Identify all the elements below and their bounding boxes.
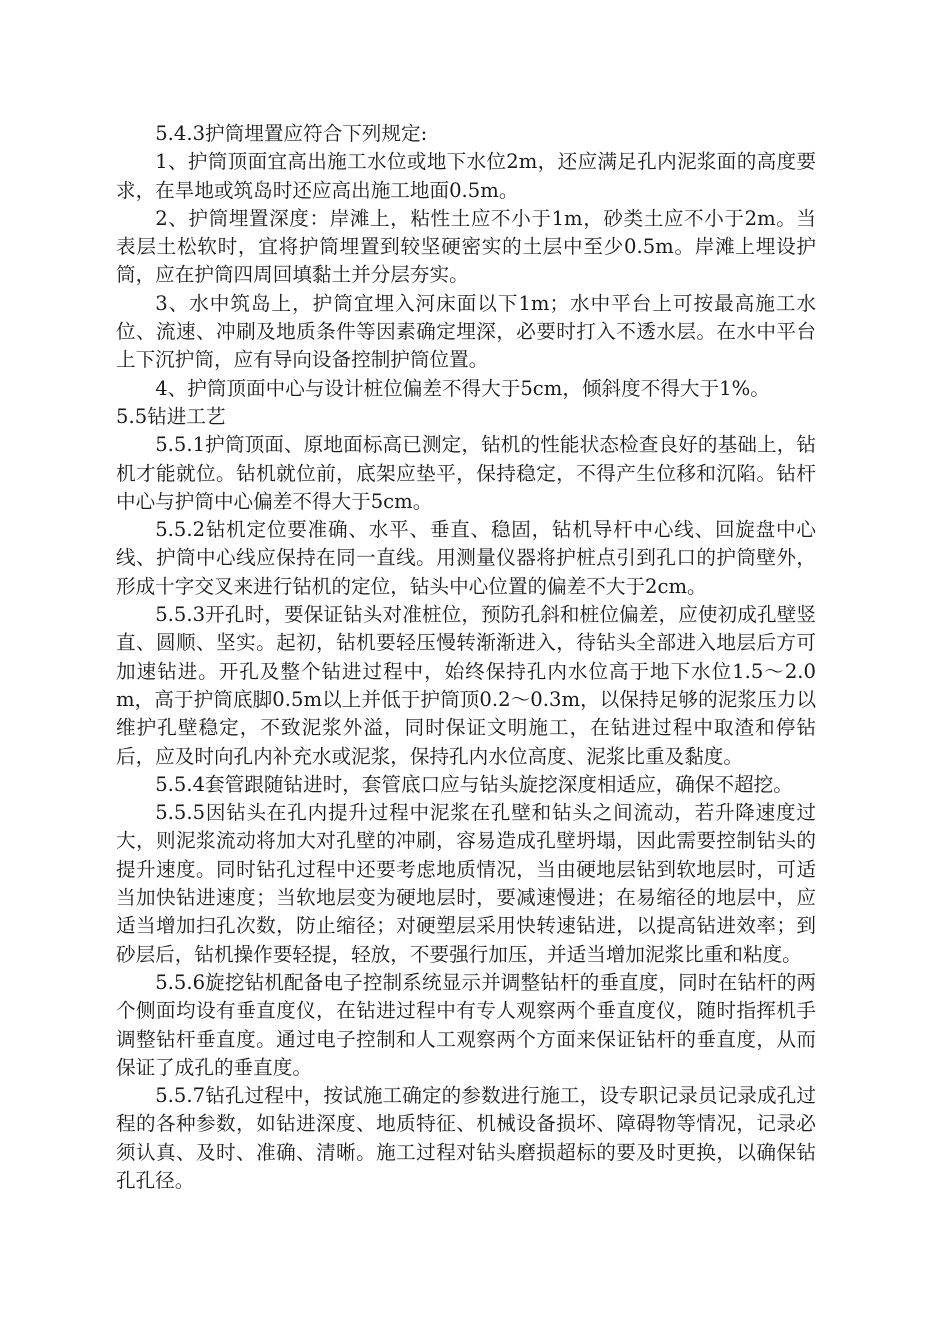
section-heading-5-5: 5.5钻进工艺 [116, 404, 226, 428]
clause-5-5-6: 5.5.6旋挖钻机配备电子控制系统显示并调整钻杆的垂直度，同时在钻杆的两个侧面均设有垂直度仪，在钻进过程中有专人观察两个垂直度仪，随时指挥机手调整钻杆垂直度。通过电子控制和人工观察两个方面来保证钻杆的垂直度，从而保证了成孔的垂直度。 [116, 970, 816, 1079]
clause-5-4-3-item-4: 4、护筒顶面中心与设计桩位偏差不得大于5cm，倾斜度不得大于1%。 [155, 376, 770, 400]
clause-5-4-3-item-3: 3、水中筑岛上，护筒宜埋入河床面以下1m；水中平台上可按最高施工水位、流速、冲刷及地质条件等因素确定埋深，必要时打入不透水层。在水中平台上下沉护筒，应有导向设备控制护筒位置。 [116, 291, 816, 372]
document-body [116, 120, 816, 1195]
clause-5-5-3: 5.5.3开孔时，要保证钻头对准桩位，预防孔斜和桩位偏差，应使初成孔壁竖直、圆顺、坚实。起初，钻机要轻压慢转渐渐进入，待钻头全部进入地层后方可加速钻进。开孔及整个钻进过程中，始终保持孔内水位高于地下水位1.5～2.0m，高于护筒底脚0.5m以上并低于护筒顶0.2～0.3m，以保持足够的泥浆压力以维护孔壁稳定，不致泥浆外溢，同时保证文明施工，在钻进过程中取渣和停钻后，应及时向孔内补充水或泥浆，保持孔内水位高度、泥浆比重及黏度。 [116, 603, 816, 768]
clause-5-5-5: 5.5.5因钻头在孔内提升过程中泥浆在孔壁和钻头之间流动，若升降速度过大，则泥浆流动将加大对孔壁的冲刷，容易造成孔壁坍塌，因此需要控制钻头的提升速度。同时钻孔过程中还要考虑地质情况，当由硬地层钻到软地层时，可适当加快钻进速度；当软地层变为硬地层时，要减速慢进；在易缩径的地层中，应适当增加扫孔次数，防止缩径；对硬塑层采用快转速钻进，以提高钻进效率；到砂层后，钻机操作要轻提，轻放，不要强行加压，并适当增加泥浆比重和粘度。 [116, 801, 816, 966]
clause-5-4-3-item-2: 2、护筒埋置深度：岸滩上，粘性土应不小于1m，砂类土应不小于2m。当表层土松软时，宜将护筒埋置到较坚硬密实的土层中至少0.5m。岸滩上埋设护筒，应在护筒四周回填黏土并分层夯实。 [116, 206, 816, 287]
clause-5-4-3-title: 5.4.3护筒埋置应符合下列规定: [155, 122, 428, 145]
clause-5-5-4: 5.5.4套管跟随钻进时，套管底口应与钻头旋挖深度相适应，确保不超挖。 [155, 772, 793, 796]
clause-5-4-3-item-1: 1、护筒顶面宜高出施工水位或地下水位2m，还应满足孔内泥浆面的高度要求，在旱地或筑岛时还应高出施工地面0.5m。 [116, 150, 816, 202]
clause-5-5-7: 5.5.7钻孔过程中，按试施工确定的参数进行施工，设专职记录员记录成孔过程的各种参数，如钻进深度、地质特征、机械设备损坏、障碍物等情况，记录必须认真、及时、准确、清晰。施工过程对钻头磨损超标的要及时更换，以确保钻孔孔径。 [116, 1084, 816, 1192]
clause-5-5-1: 5.5.1护筒顶面、原地面标高已测定，钻机的性能状态检查良好的基础上，钻机才能就位。钻机就位前，底架应垫平，保持稳定，不得产生位移和沉陷。钻杆中心与护筒中心偏差不得大于5cm。 [116, 433, 816, 513]
clause-5-5-2: 5.5.2钻机定位要准确、水平、垂直、稳固，钻机导杆中心线、回旋盘中心线、护筒中心线应保持在同一直线。用测量仪器将护桩点引到孔口的护筒壁外，形成十字交叉来进行钻机的定位，钻头中心位置的偏差不大于2cm。 [116, 518, 816, 598]
